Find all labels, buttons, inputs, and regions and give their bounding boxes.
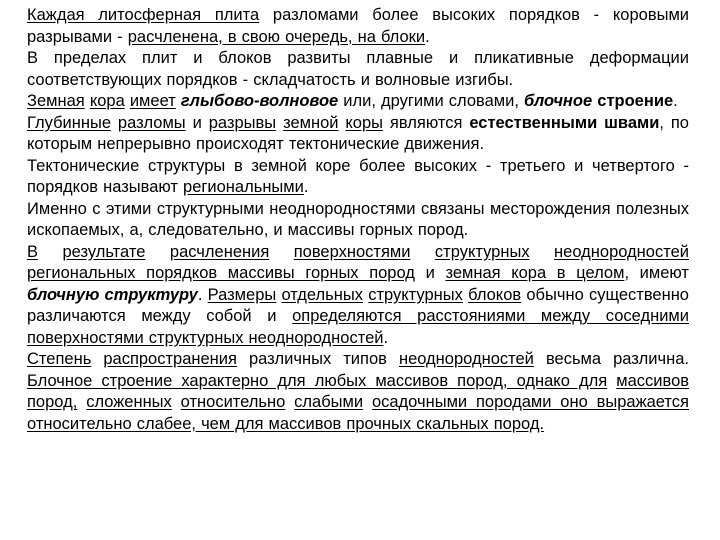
- text-segment: расчленения: [169, 242, 270, 261]
- text-segment: В пределах плит и блоков развиты плавные и пликативные деформации соответствующих порядков - складчатость и волновые изгибы.: [27, 49, 689, 89]
- text-segment: обычно существенно различаются между собой и: [27, 285, 689, 325]
- text-segment: массивов: [616, 371, 690, 390]
- text-segment: , по которым непрерывно происходят тектонические движения.: [27, 113, 689, 153]
- text-segment: слабыми: [294, 393, 364, 411]
- paragraph: [27, 91, 689, 113]
- text-segment: , имеют: [624, 264, 689, 282]
- text-segment: разломами более высоких порядков - коровыми разрывами -: [27, 6, 690, 46]
- paragraph: [27, 5, 689, 48]
- text-segment: коры: [345, 113, 384, 132]
- text-segment: [38, 243, 62, 261]
- paragraph: [27, 349, 689, 435]
- text-segment: Земная: [27, 92, 85, 110]
- text-segment: различных типов: [236, 350, 399, 368]
- text-segment: .: [425, 27, 430, 46]
- text-segment: определяются расстояниями между соседними поверхностями структурных неоднородностей: [27, 307, 689, 347]
- text-segment: блоков: [468, 285, 522, 304]
- text-segment: земная кора в целом: [445, 264, 625, 282]
- text-segment: неоднородностей региональных порядков массивы горных пород: [27, 242, 689, 282]
- text-segment: глыбово-волновое: [180, 92, 339, 110]
- text-segment: блочную структуру: [27, 285, 198, 304]
- text-segment: [285, 393, 294, 411]
- text-segment: сложенных: [86, 393, 172, 411]
- text-segment: кора: [89, 92, 125, 110]
- text-segment: весьма различна.: [533, 350, 689, 368]
- text-segment: .: [383, 328, 389, 347]
- text-segment: Каждая литосферная плита: [27, 6, 260, 24]
- text-segment: или, другими словами,: [338, 92, 525, 110]
- text-segment: региональными: [183, 178, 304, 196]
- text-segment: осадочными породами оно выражается относительно слабее, чем для массивов прочных скальных пород.: [27, 393, 689, 433]
- text-segment: [530, 243, 554, 261]
- text-segment: земной: [283, 113, 339, 132]
- text-segment: и: [414, 264, 446, 282]
- text-segment: .: [197, 285, 208, 304]
- paragraph: [27, 113, 689, 156]
- text-segment: Степень: [27, 350, 92, 368]
- text-segment: поверхностями: [293, 242, 411, 261]
- text-segment: [77, 393, 86, 411]
- text-segment: [111, 114, 118, 132]
- text-segment: [145, 243, 169, 261]
- text-segment: [607, 372, 616, 390]
- text-segment: отдельных: [281, 285, 363, 304]
- text-segment: блочное: [524, 92, 593, 110]
- text-segment: [410, 243, 434, 261]
- text-segment: .: [303, 178, 309, 196]
- text-segment: [269, 243, 293, 261]
- text-segment: Тектонические структуры в земной коре более высоких - третьего и четвертого - порядков называют: [27, 156, 689, 196]
- text-segment: являются: [383, 113, 470, 132]
- text-segment: .: [673, 92, 678, 110]
- text-segment: Глубинные: [27, 113, 111, 132]
- paragraph: [27, 156, 689, 199]
- text-segment: результате: [62, 242, 146, 261]
- text-segment: имеет: [129, 92, 176, 110]
- text-segment: относительно: [180, 393, 286, 411]
- text-segment: структурных: [368, 285, 463, 304]
- text-segment: Блочное строение характерно для любых массивов пород, однако для: [27, 371, 608, 390]
- text-segment: строение: [597, 92, 674, 110]
- text-segment: Размеры: [207, 285, 277, 304]
- text-segment: и: [185, 113, 209, 132]
- text-block: [27, 5, 689, 435]
- text-segment: естественными швами: [469, 113, 660, 132]
- text-segment: разрывы: [208, 113, 277, 132]
- text-segment: В: [27, 242, 39, 261]
- text-segment: расчленена, в свою очередь, на блоки: [127, 27, 426, 46]
- text-segment: [91, 350, 103, 368]
- text-segment: пород,: [27, 393, 78, 411]
- paragraph: [27, 48, 689, 91]
- text-segment: [363, 393, 372, 411]
- text-segment: разломы: [117, 113, 186, 132]
- text-segment: структурных: [434, 242, 530, 261]
- text-segment: Именно с этими структурными неоднородностями связаны месторождения полезных ископаемых, а, следовательно, и массивы горных пород.: [27, 199, 689, 239]
- text-segment: неоднородностей: [398, 350, 534, 368]
- text-segment: распространения: [103, 350, 237, 368]
- paragraph: [27, 199, 689, 242]
- paragraph: [27, 242, 689, 350]
- text-segment: [172, 393, 181, 411]
